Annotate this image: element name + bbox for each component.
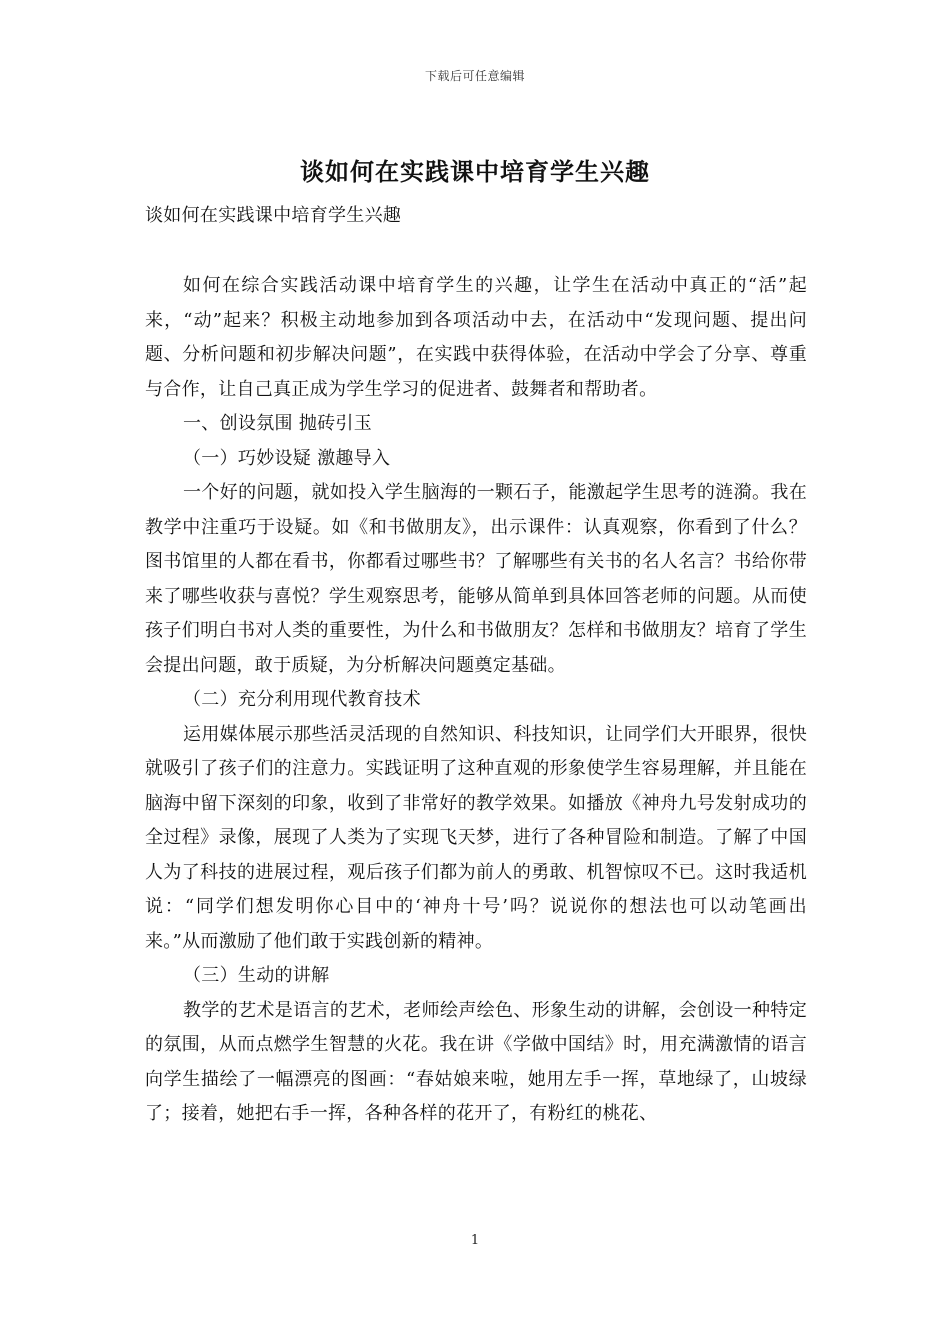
document-body xyxy=(145,199,807,1132)
section-heading-1: 一、创设氛围 抛砖引玉 xyxy=(183,413,373,434)
subsection-paragraph-2: 运用媒体展示那些活灵活现的自然知识、科技知识，让同学们大开眼界，很快就吸引了孩子们的注意力。实践证明了这种直观的形象使学生容易理解，并且能在脑海中留下深刻的印象，收到了非常好的教学效果。如播放《神舟九号发射成功的全过程》录像，展现了人类为了实现飞天梦，进行了各种冒险和制造。了解了中国人为了科技的进展过程，观后孩子们都为前人的勇敢、机智惊叹不已。这时我适机说：“同学们想发明你心目中的‘神舟十号’吗？说说你的想法也可以动笔画出来。”从而激励了他们敢于实践创新的精神。 xyxy=(145,723,807,952)
document-subtitle: 谈如何在实践课中培育学生兴趣 xyxy=(145,205,402,226)
subsection-heading-2: （二）充分利用现代教育技术 xyxy=(183,689,421,710)
page-number: 1 xyxy=(470,1233,480,1248)
subsection-paragraph-3: 教学的艺术是语言的艺术，老师绘声绘色、形象生动的讲解，会创设一种特定的氛围，从而点燃学生智慧的火花。我在讲《学做中国结》时，用充满激情的语言向学生描绘了一幅漂亮的图画：“春姑娘来啦，她用左手一挥，草地绿了，山坡绿了；接着，她把右手一挥，各种各样的花开了，有粉红的桃花、 xyxy=(145,999,807,1124)
subsection-heading-3: （三）生动的讲解 xyxy=(183,965,330,986)
header-note: 下载后可任意编辑 xyxy=(424,69,525,83)
subsection-heading-1: （一）巧妙设疑 激趣导入 xyxy=(183,447,391,469)
document-title: 谈如何在实践课中培育学生兴趣 xyxy=(300,157,650,186)
intro-paragraph: 如何在综合实践活动课中培育学生的兴趣，让学生在活动中真正的“活”起来，“动”起来？积极主动地参加到各项活动中去，在活动中“发现问题、提出问题、分析问题和初步解决问题”，在实践中获得体验，在活动中学会了分享、尊重与合作，让自己真正成为学生学习的促进者、鼓舞者和帮助者。 xyxy=(145,275,807,400)
subsection-paragraph-1: 一个好的问题，就如投入学生脑海的一颗石子，能激起学生思考的涟漪。我在教学中注重巧于设疑。如《和书做朋友》，出示课件：认真观察，你看到了什么？图书馆里的人都在看书，你都看过哪些书？了解哪些有关书的名人名言？书给你带来了哪些收获与喜悦？学生观察思考，能够从简单到具体回答老师的问题。从而使孩子们明白书对人类的重要性，为什么和书做朋友？怎样和书做朋友？培育了学生会提出问题，敢于质疑，为分析解决问题奠定基础。 xyxy=(145,482,807,676)
